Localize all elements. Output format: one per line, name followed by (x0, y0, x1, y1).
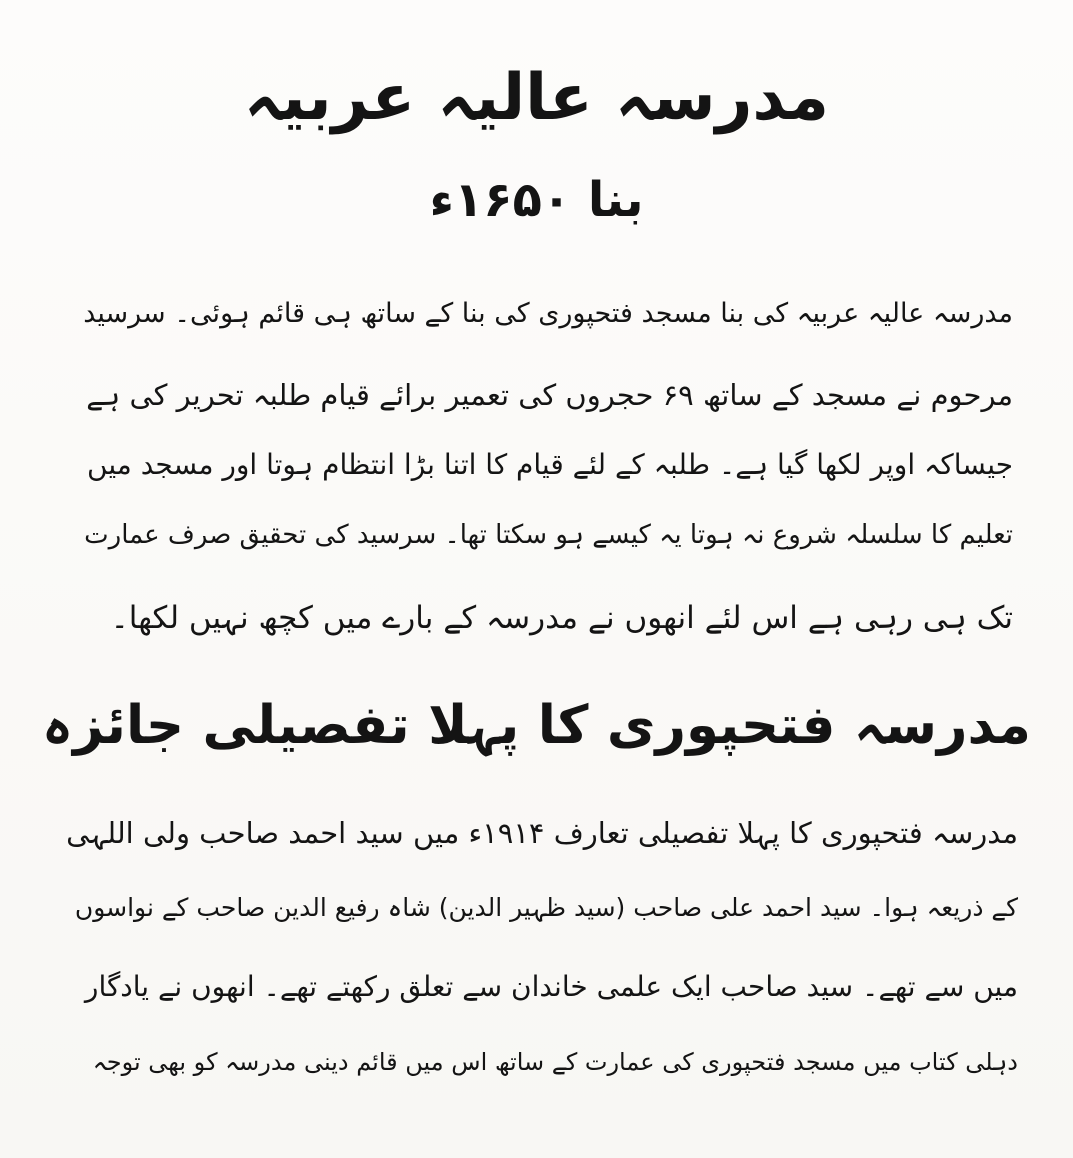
paragraph-1-line: مدرسہ عالیہ عربیہ کی بنا مسجد فتحپوری کی بنا کے ساتھ ہی قائم ہوئی۔ سرسید (83, 298, 1013, 329)
paragraph-2-line: دہلی کتاب میں مسجد فتحپوری کی عمارت کے ساتھ اس میں قائم دینی مدرسہ کو بھی توجہ (92, 1048, 1018, 1076)
section-heading: مدرسہ فتحپوری کا پہلا تفصیلی جائزہ (42, 695, 1031, 756)
paragraph-1-line: تک ہی رہی ہے اس لئے انھوں نے مدرسہ کے بارے میں کچھ نہیں لکھا۔ (110, 600, 1013, 636)
paragraph-1-line: جیساکہ اوپر لکھا گیا ہے۔ طلبہ کے لئے قیام کا اتنا بڑا انتظام ہوتا اور مسجد میں (87, 448, 1013, 481)
paragraph-1-line: مرحوم نے مسجد کے ساتھ ۶۹ حجروں کی تعمیر برائے قیام طلبہ تحریر کی ہے (86, 378, 1013, 412)
paragraph-2-line: مدرسہ فتحپوری کا پہلا تفصیلی تعارف ۱۹۱۴ء میں سید احمد صاحب ولی اللہی (66, 816, 1018, 850)
paragraph-2-line: کے ذریعہ ہوا۔ سید احمد علی صاحب (سید ظہیر الدین) شاہ رفیع الدین صاحب کے نواسوں (74, 893, 1018, 922)
paragraph-1-line: تعلیم کا سلسلہ شروع نہ ہوتا یہ کیسے ہو سکتا تھا۔ سرسید کی تحقیق صرف عمارت (84, 520, 1013, 550)
founding-year-subtitle: بنا ۱۶۵۰ء (429, 172, 644, 228)
paragraph-2-line: میں سے تھے۔ سید صاحب ایک علمی خاندان سے تعلق رکھتے تھے۔ انھوں نے یادگار (84, 970, 1018, 1003)
page-title: مدرسہ عالیہ عربیہ (243, 61, 830, 135)
